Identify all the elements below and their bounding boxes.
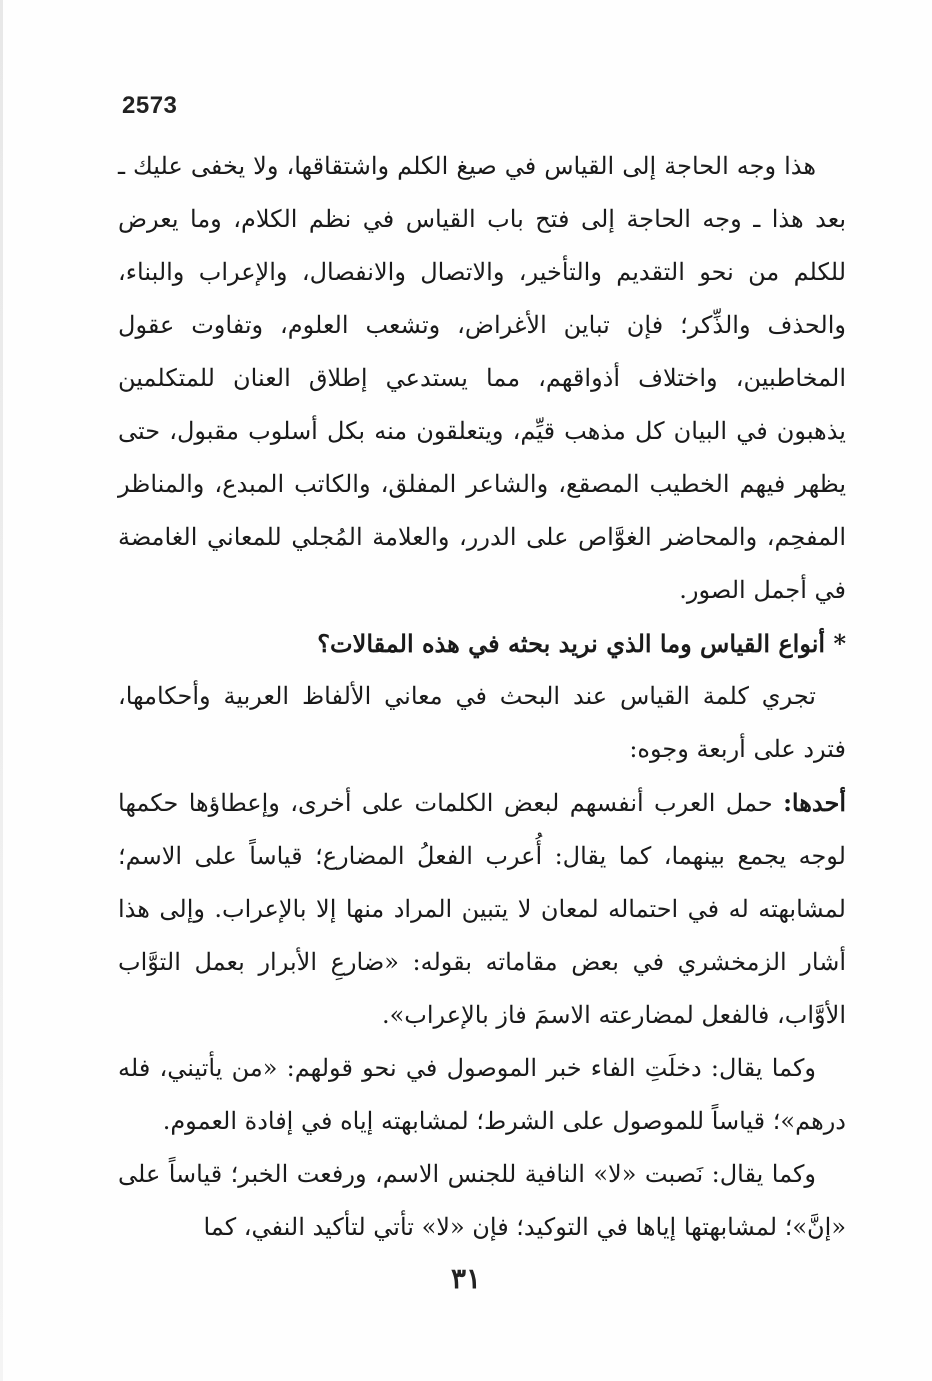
section-heading: * أنواع القياس وما الذي نريد بحثه في هذه المقالات؟	[317, 629, 846, 658]
paragraph-example-fa: وكما يقال: دخلَتِ الفاء خبر الموصول في نحو قولهم: «من يأتيني، فله درهم»؛ قياساً للموصول على الشرط؛ لمشابهته إياه في إفادة العموم.	[118, 1054, 846, 1135]
scan-edge-shadow	[0, 0, 3, 1381]
paragraph-lead-word: أحدها:	[783, 788, 846, 817]
paragraph-first-kind	[118, 776, 846, 1042]
paragraph-example-la: وكما يقال: نَصبت «لا» النافية للجنس الاسم، ورفعت الخبر؛ قياساً على «إنَّ»؛ لمشابهتها إياها في التوكيد؛ فإن «لا» تأتي لتأكيد النفي، كما	[118, 1160, 846, 1241]
paragraph-kinds: تجري كلمة القياس عند البحث في معاني الألفاظ العربية وأحكامها، فترد على أربعة وجوه:	[118, 682, 846, 763]
paragraph-first-kind-text: حمل العرب أنفسهم لبعض الكلمات على أخرى، وإعطاؤها حكمها لوجه يجمع بينهما، كما يقال: أُعرب الفعلُ المضارع؛ قياساً على الاسم؛ لمشابهته له في احتماله لمعان لا يتبين المراد منها إلا بالإعراب. وإلى هذا أشار الزمخشري في بعض مقاماته بقوله: «ضارعِ الأبرار بعمل التوَّاب الأوَّاب، فالفعل لمضارعته الاسمَ فاز بالإعراب».	[118, 789, 846, 1029]
body-text	[118, 140, 846, 1254]
paragraph-intro: هذا وجه الحاجة إلى القياس في صيغ الكلم واشتقاقها، ولا يخفى عليك ـ بعد هذا ـ وجه الحاجة إلى فتح باب القياس في نظم الكلام، وما يعرض للكلم من نحو التقديم والتأخير، والاتصال والانفصال، والإعراب والبناء، والحذف والذِّكر؛ فإن تباين الأغراض، وتشعب العلوم، وتفاوت عقول المخاطبين، واختلاف أذواقهم، مما يستدعي إطلاق العنان للمتكلمين يذهبون في البيان كل مذهب قيِّم، ويتعلقون منه بكل أسلوب مقبول، حتى يظهر فيهم الخطيب المصقع، والشاعر المفلق، والكاتب المبدع، والمناظر المفحِم، والمحاضر الغوَّاص على الدرر، والعلامة المُجلي للمعاني الغامضة في أجمل الصور.	[118, 152, 847, 604]
serial-number: 2573	[122, 92, 178, 119]
page-number: ٣١	[450, 1262, 482, 1295]
